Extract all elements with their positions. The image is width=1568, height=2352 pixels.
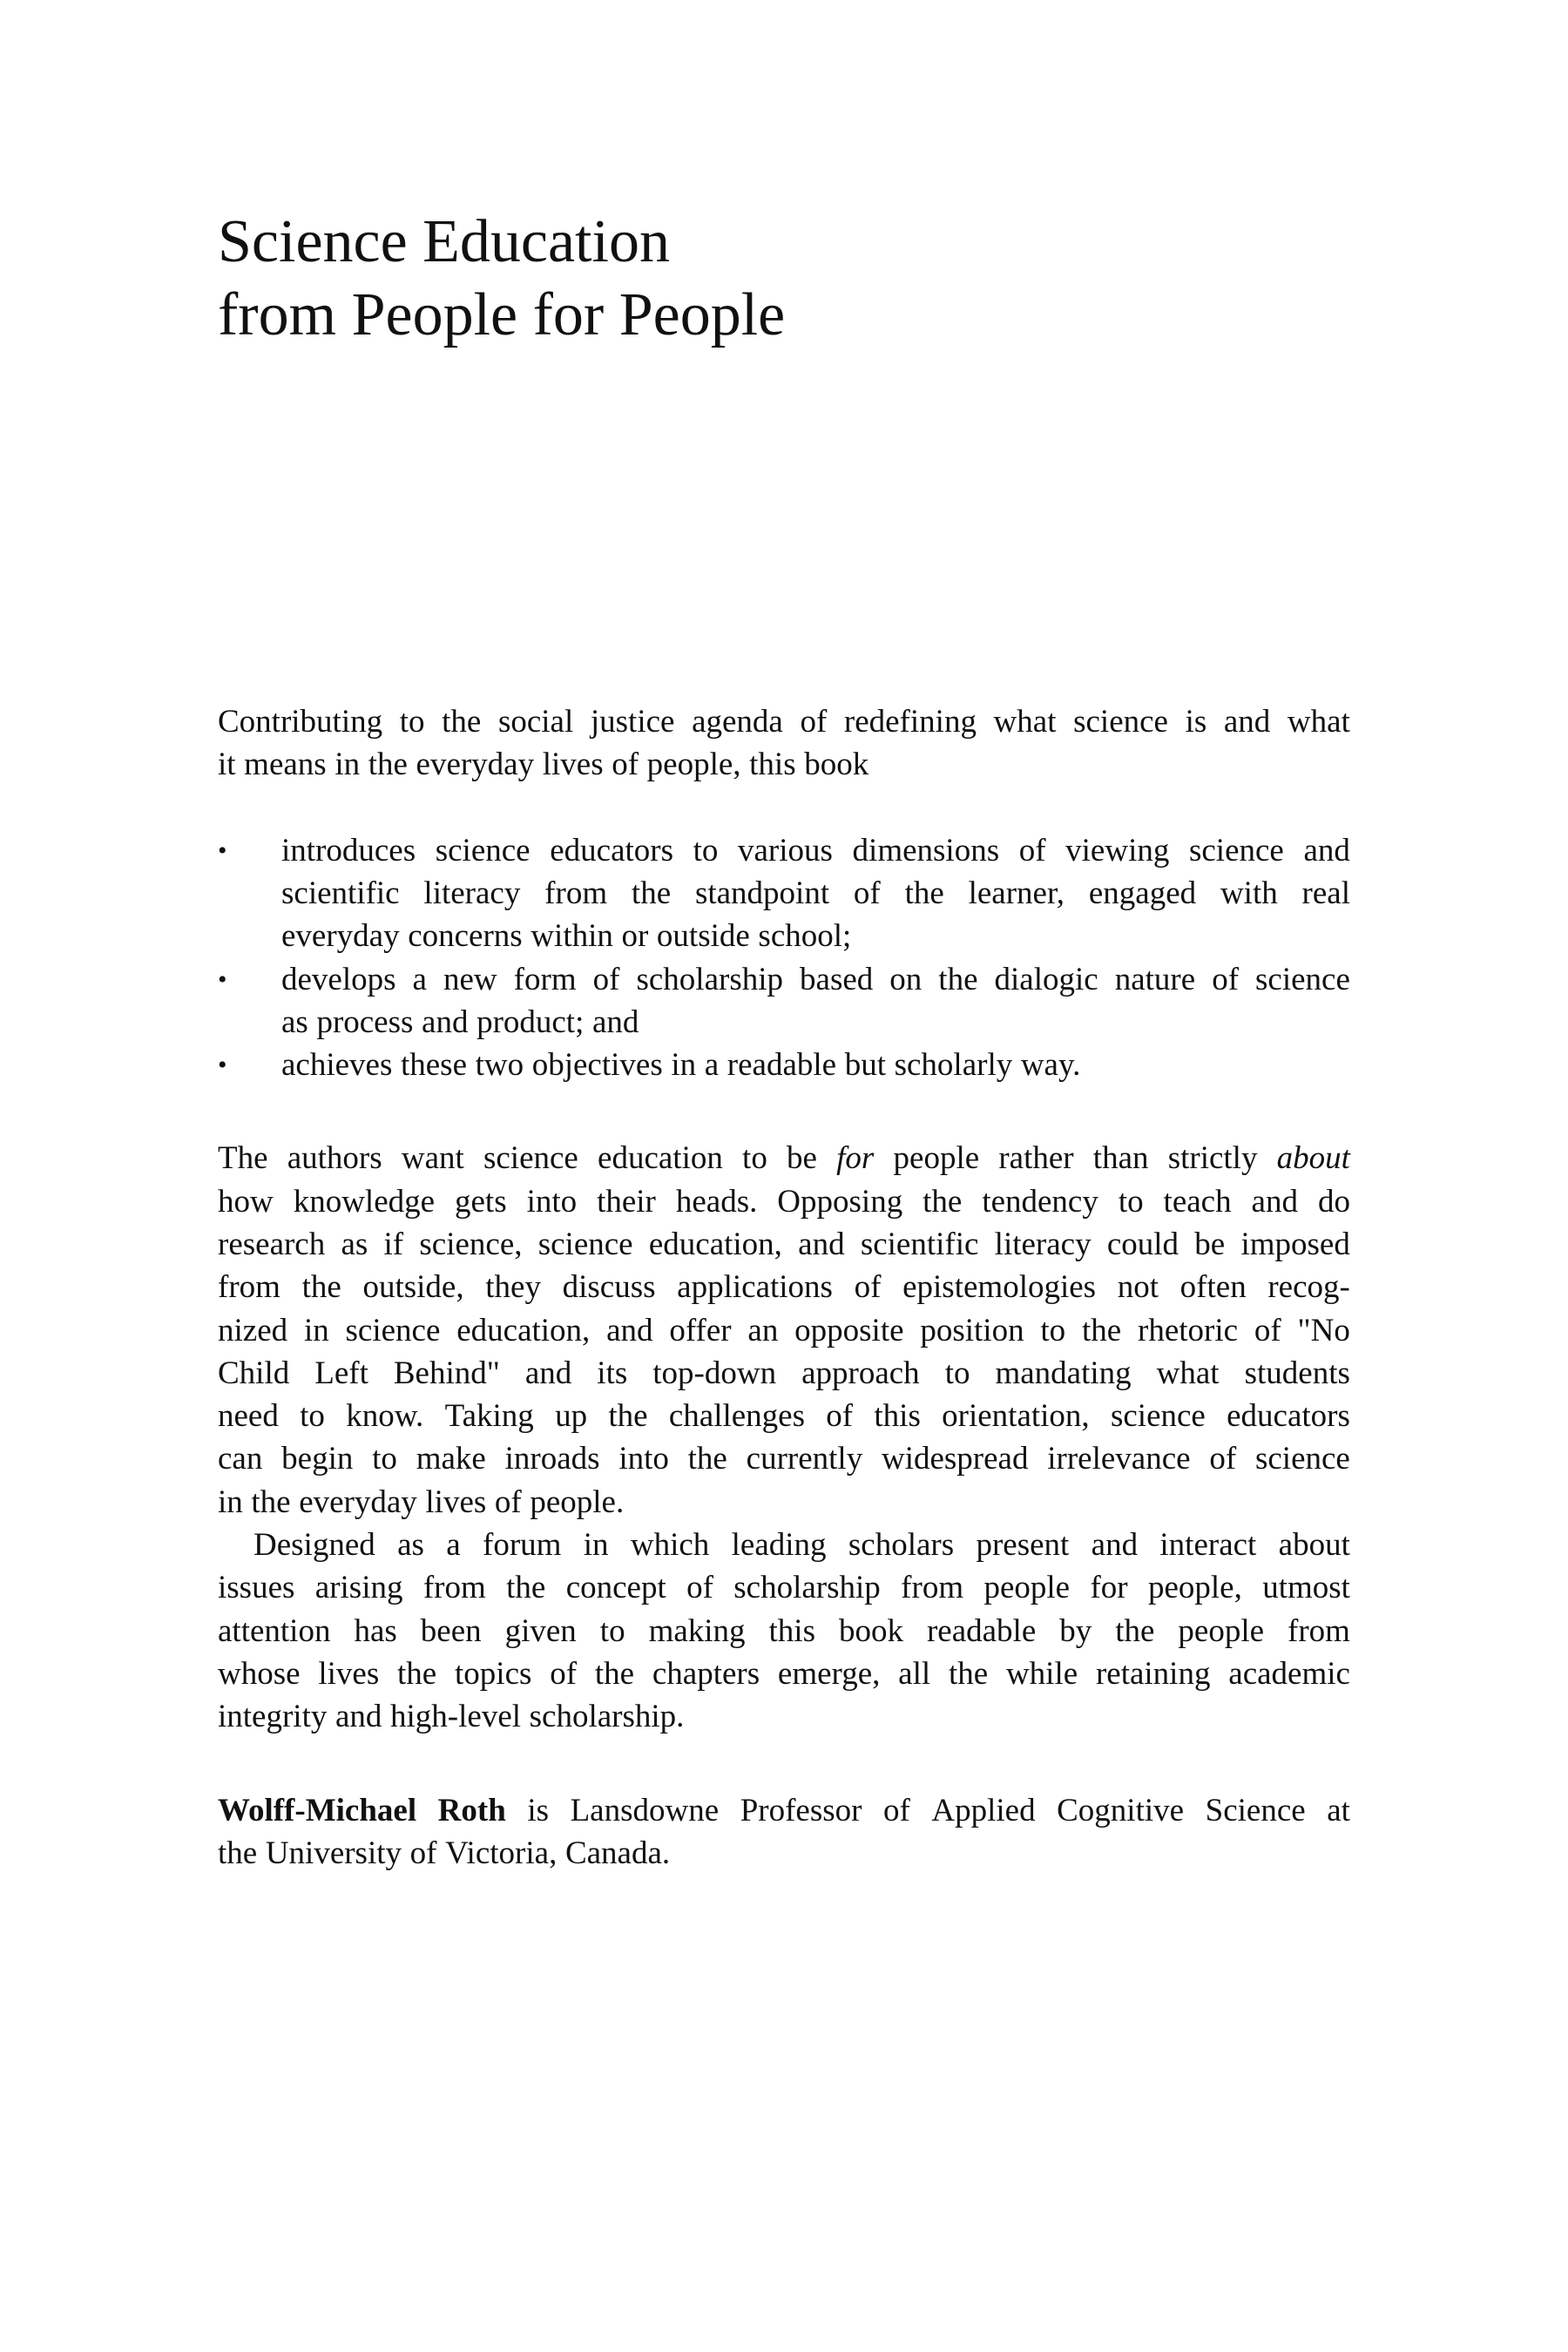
word: academic [1228,1655,1350,1692]
bullet-item [218,1044,1350,1086]
intro-paragraph [218,700,1350,787]
word: of [494,1484,522,1520]
word: within [531,918,613,955]
blurb-body [218,700,1350,1876]
text-line [218,1695,1350,1738]
text-line [218,1832,1350,1875]
word: the [368,747,408,783]
word: education, [456,1312,591,1348]
word: or [621,918,649,955]
word: literacy [994,1226,1092,1262]
text-line [218,1524,1350,1566]
word: people [1178,1612,1265,1649]
text-line [281,915,1350,957]
word: top-down [652,1355,777,1391]
word: science [435,832,531,868]
word: based [800,961,874,997]
word: from [544,875,608,912]
word: whose [218,1655,301,1692]
word: which [630,1527,710,1564]
title-line-2: from People for People [218,281,786,348]
word: viewing [1065,832,1170,868]
word: scholars [848,1527,955,1564]
word: concerns [408,918,523,955]
bullet-text [281,958,1350,1044]
word: leading [731,1527,827,1564]
text-line [218,1395,1350,1437]
word: of [1209,1441,1237,1477]
word: issues [218,1570,295,1606]
word: strictly [1167,1140,1258,1177]
word: readable [926,1612,1037,1649]
word: introduces [281,832,416,868]
word: engaged [1088,875,1197,912]
word: concept [565,1570,666,1606]
text-line [281,829,1350,872]
word: scholarship [733,1570,881,1606]
word: and [524,1355,572,1391]
word: the [594,1655,635,1692]
word: science [1073,704,1168,740]
word: two [475,1047,524,1084]
word: knowledge [293,1183,436,1220]
word: lives [318,1655,380,1692]
text-line [218,1652,1350,1695]
word: the [442,704,482,740]
word: nature [1114,961,1196,997]
word: emerge, [777,1655,881,1692]
word: and [335,1699,382,1735]
word: on [889,961,923,997]
word: science [345,1312,441,1348]
word: Canada. [564,1835,671,1872]
word: achieves [281,1047,393,1084]
word: of [826,1398,854,1435]
word: is [527,1793,550,1829]
bullet-item [218,829,1350,958]
word: at [1327,1793,1350,1829]
word: school; [758,918,852,955]
word: position [920,1312,1024,1348]
word: in [218,1484,243,1520]
text-line [218,1610,1350,1652]
word: social [497,704,574,740]
word: Applied [931,1793,1036,1829]
author-name: Roth [437,1793,506,1829]
word: science [537,1226,633,1262]
forum-paragraph [218,1524,1350,1738]
word: authors [287,1140,382,1177]
text-line [218,1566,1350,1609]
text-line [281,1044,1350,1086]
word: Left [314,1355,368,1391]
word: about [1278,1527,1350,1564]
word: teach [1163,1183,1232,1220]
word: from [422,1570,486,1606]
word: to [693,832,719,868]
word: of [800,704,828,740]
word: the [1082,1312,1122,1348]
word: the [218,1835,258,1872]
word: learner, [968,875,1065,912]
word: outside [656,918,750,955]
word: science, [419,1226,523,1262]
word: justice [590,704,675,740]
word: offer [669,1312,732,1348]
word: as [341,1226,368,1262]
word: epistemologies [902,1269,1097,1306]
word: readable [727,1047,837,1084]
word: could [1106,1226,1179,1262]
bullet-icon: • [218,964,227,994]
word: of [853,875,881,912]
word: book [838,1612,903,1649]
word: means [244,747,327,783]
word: is [1185,704,1207,740]
word: rather [998,1140,1074,1177]
word: for [1090,1570,1128,1606]
word: standpoint [694,875,830,912]
word: up [555,1398,588,1435]
text-line [218,1309,1350,1352]
word: University [265,1835,402,1872]
word: and [1303,832,1350,868]
word: orientation, [942,1398,1090,1435]
word: lives [542,747,604,783]
word: science [1188,832,1284,868]
word: into [526,1183,578,1220]
word: if [383,1226,404,1262]
word: interact [1159,1527,1257,1564]
word: high-level [390,1699,522,1735]
word: can [218,1441,263,1477]
word: retaining [1095,1655,1211,1692]
word: discuss [562,1269,656,1306]
word: dimensions [852,832,1000,868]
word: opposite [794,1312,904,1348]
word: the [397,1655,437,1692]
word: what [993,704,1057,740]
word: everyday [299,1484,417,1520]
word: as [281,1004,308,1041]
word: with [1220,875,1278,912]
word: and [591,1004,639,1041]
word: scientific [860,1226,979,1262]
word: gets [455,1183,507,1220]
bullet-list [218,829,1350,1087]
word: need [218,1398,279,1435]
word: currently [746,1441,863,1477]
word [218,1789,416,1832]
word: to [944,1355,970,1391]
author-name: Wolff-Michael [218,1793,417,1829]
word: and [422,1004,469,1041]
word: often [1179,1269,1247,1306]
word: Behind" [393,1355,500,1391]
word: as [397,1527,424,1564]
text-line [218,1352,1350,1395]
text-line [281,1001,1350,1044]
word: scholarly [894,1047,1013,1084]
word: dialogic [994,961,1098,997]
word: how [218,1183,274,1220]
word: do [1317,1183,1350,1220]
word: the [251,1484,291,1520]
word: been [420,1612,482,1649]
bullet-item [218,958,1350,1044]
word: this [768,1612,815,1649]
word: into [618,1441,669,1477]
word: by [1059,1612,1092,1649]
word: a [446,1527,461,1564]
text-line [218,1223,1350,1266]
word: Cognitive [1057,1793,1185,1829]
word: Science [1205,1793,1306,1829]
word: new [443,961,497,997]
word: to [399,704,425,740]
word: "No [1297,1312,1350,1348]
word: Lansdowne [570,1793,720,1829]
word: lives [425,1484,487,1520]
word: this [749,747,796,783]
word: and [1251,1183,1298,1220]
word: outside, [362,1269,464,1306]
word: know. [346,1398,424,1435]
word: of [409,1835,437,1872]
word: to [599,1612,625,1649]
word: science [1255,961,1350,997]
word: heads. [675,1183,758,1220]
word: from [901,1570,964,1606]
word: attention [218,1612,331,1649]
word: of [883,1793,910,1829]
word: what [1156,1355,1220,1391]
word: Child [218,1355,290,1391]
text-line [281,872,1350,915]
word [1277,1137,1350,1179]
word [438,1789,506,1832]
word: chapters [652,1655,760,1692]
word: this [874,1398,921,1435]
word: science [1254,1441,1350,1477]
word: the [904,875,944,912]
word: objectives [531,1047,663,1084]
word: the [631,875,672,912]
word: the [1115,1612,1155,1649]
word: from [1288,1612,1350,1649]
word: the [687,1441,727,1477]
word: process [316,1004,414,1041]
word: make [416,1441,486,1477]
word: scientific [281,875,400,912]
word: a [704,1047,720,1084]
word: arising [314,1570,403,1606]
bullet-icon: • [218,1051,227,1080]
word: educators [1227,1398,1350,1435]
word: given [504,1612,577,1649]
word: Contributing [218,704,383,740]
word: to [742,1140,767,1177]
word: utmost [1262,1570,1350,1606]
word: everyday [281,918,400,955]
word: real [1301,875,1350,912]
word [836,1137,874,1179]
word: Victoria, [445,1835,558,1872]
text-line [218,700,1350,743]
word: their [597,1183,656,1220]
word: the [506,1570,546,1606]
word: its [597,1355,628,1391]
word: of [686,1570,713,1606]
word: everyday [416,747,535,783]
word: making [648,1612,746,1649]
word: irrelevance [1047,1441,1191,1477]
word: challenges [668,1398,805,1435]
word: applications [677,1269,833,1306]
text-line [218,1266,1350,1308]
word: imposed [1240,1226,1350,1262]
word: product; [476,1004,585,1041]
word: in [303,1312,329,1348]
bullet-icon: • [218,835,227,865]
word: recog- [1267,1269,1350,1306]
word: science [1110,1398,1206,1435]
word: people [893,1140,980,1177]
word: the [938,961,978,997]
text-line [218,1789,1350,1832]
book-title [218,206,785,352]
word: these [400,1047,468,1084]
word: science [483,1140,578,1177]
author-bio [218,1789,1350,1876]
word: people. [530,1484,625,1520]
word: tendency [982,1183,1098,1220]
word: to [300,1398,325,1435]
bullet-text [281,829,1350,958]
word: be [1194,1226,1226,1262]
word: from [218,1269,280,1306]
word: of [550,1655,578,1692]
word: the [948,1655,989,1692]
word: develops [281,961,396,997]
word: forum [483,1527,562,1564]
word: inroads [504,1441,600,1477]
word: people, [1147,1570,1242,1606]
word: than [1092,1140,1149,1177]
text-line [281,958,1350,1001]
word: in [335,747,361,783]
word: in [583,1527,609,1564]
word: of [592,961,620,997]
word: redefining [843,704,977,740]
word: approach [801,1355,920,1391]
word: a [412,961,427,997]
word: of [1254,1312,1281,1348]
word: want [401,1140,464,1177]
word: agenda [692,704,783,740]
word: mandating [995,1355,1132,1391]
word: research [218,1226,326,1262]
word: rhetoric [1138,1312,1239,1348]
word: integrity [218,1699,328,1735]
word: an [747,1312,779,1348]
word: people, [646,747,741,783]
word: to [372,1441,397,1477]
word: way. [1020,1047,1081,1084]
text-line [218,1437,1350,1480]
word: has [354,1612,397,1649]
word: in [671,1047,697,1084]
text-line [218,1481,1350,1524]
word: of [1018,832,1046,868]
word: various [738,832,833,868]
word: but [844,1047,886,1084]
word: the [608,1398,648,1435]
word: to [1040,1312,1066,1348]
word: of [612,747,639,783]
word: begin [281,1441,354,1477]
word: widespread [881,1441,1029,1477]
word: education, [648,1226,782,1262]
emphasis-text: for [836,1140,875,1177]
word: be [787,1140,817,1177]
text-line [218,743,1350,786]
word: literacy [423,875,521,912]
word: present [976,1527,1070,1564]
word: not [1117,1269,1159,1306]
authors-paragraph [218,1137,1350,1524]
word: Taking [444,1398,534,1435]
word: scholarship [636,961,783,997]
word: education [598,1140,723,1177]
word: nized [218,1312,288,1348]
word: The [218,1140,268,1177]
word: and [606,1312,653,1348]
word: what [1287,704,1350,740]
word: and [1091,1527,1139,1564]
word: the [923,1183,963,1220]
word: to [1118,1183,1144,1220]
text-line [218,1137,1350,1179]
word: scholarship. [529,1699,685,1735]
word: it [218,747,236,783]
word: of [854,1269,882,1306]
word: the [301,1269,341,1306]
word: book [804,747,869,783]
word: Professor [740,1793,862,1829]
word: of [1212,961,1240,997]
word: Opposing [777,1183,903,1220]
word: they [485,1269,541,1306]
word: form [513,961,577,997]
title-line-1: Science Education [218,208,670,275]
word: students [1244,1355,1350,1391]
word: Designed [253,1527,375,1564]
word: and [1223,704,1271,740]
word: all [898,1655,931,1692]
word: educators [550,832,673,868]
word: and [798,1226,845,1262]
emphasis-text: about [1276,1140,1350,1177]
text-line [218,1180,1350,1223]
word: topics [455,1655,532,1692]
word: people [983,1570,1071,1606]
bullet-text [281,1044,1350,1086]
word: while [1005,1655,1078,1692]
